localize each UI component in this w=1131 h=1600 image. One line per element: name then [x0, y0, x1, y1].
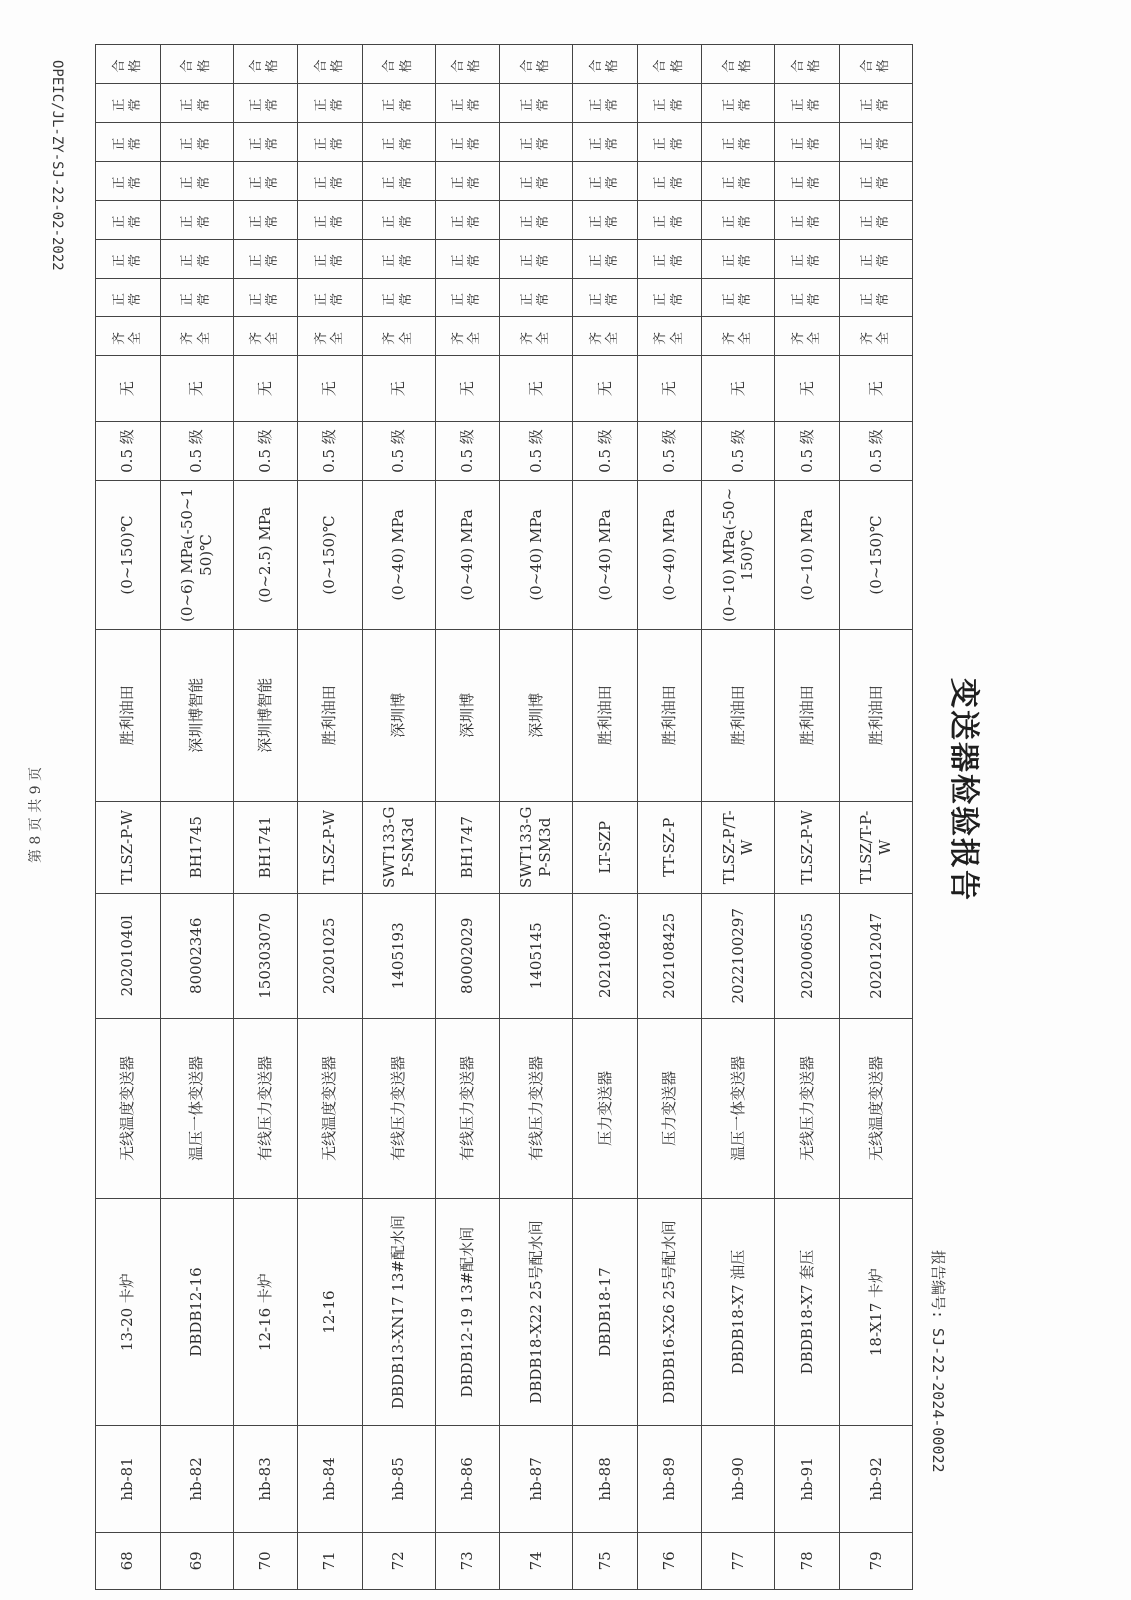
check-4: 正常 [96, 161, 161, 200]
check-4: 正常 [500, 161, 573, 200]
remark: 无 [702, 356, 775, 422]
remark: 无 [96, 356, 161, 422]
device-id: hb-89 [637, 1426, 702, 1532]
manufacturer: 胜利油田 [96, 629, 161, 801]
row-number: 79 [839, 1532, 912, 1589]
serial-number: 202108425 [637, 893, 702, 1018]
manufacturer: 深圳博智能 [160, 629, 233, 801]
check-6: 正常 [298, 84, 363, 123]
check-3: 正常 [362, 200, 435, 239]
check-2: 正常 [362, 239, 435, 278]
check-3: 正常 [839, 200, 912, 239]
measuring-range: (0~40) MPa [637, 481, 702, 629]
check-4: 正常 [775, 161, 840, 200]
check-6: 正常 [573, 84, 638, 123]
row-number: 72 [362, 1532, 435, 1589]
accuracy-class: 0.5 级 [637, 421, 702, 480]
remark: 无 [298, 356, 363, 422]
device-id: hb-87 [500, 1426, 573, 1532]
check-3: 正常 [298, 200, 363, 239]
check-1: 正常 [362, 278, 435, 317]
install-location: DBDB18-17 [573, 1198, 638, 1425]
check-5: 正常 [233, 122, 298, 161]
manufacturer: 深圳博 [362, 629, 435, 801]
check-5: 正常 [298, 122, 363, 161]
device-name: 温压一体变送器 [160, 1018, 233, 1198]
check-completeness: 齐全 [298, 317, 363, 356]
install-location: DBDB12-19 13#配水间 [435, 1198, 500, 1425]
check-1: 正常 [702, 278, 775, 317]
check-2: 正常 [839, 239, 912, 278]
serial-number: 20201025 [298, 893, 363, 1018]
install-location: DBDB16-X26 25号配水间 [637, 1198, 702, 1425]
check-2: 正常 [96, 239, 161, 278]
check-completeness: 齐全 [702, 317, 775, 356]
accuracy-class: 0.5 级 [96, 421, 161, 480]
check-result: 合格 [839, 45, 912, 84]
accuracy-class: 0.5 级 [435, 421, 500, 480]
check-3: 正常 [500, 200, 573, 239]
check-2: 正常 [573, 239, 638, 278]
measuring-range: (0~40) MPa [362, 481, 435, 629]
remark: 无 [233, 356, 298, 422]
check-completeness: 齐全 [435, 317, 500, 356]
remark: 无 [435, 356, 500, 422]
check-3: 正常 [637, 200, 702, 239]
check-6: 正常 [839, 84, 912, 123]
serial-number: 20201040l [96, 893, 161, 1018]
check-5: 正常 [637, 122, 702, 161]
install-location: 12-16 卡炉 [233, 1198, 298, 1425]
accuracy-class: 0.5 级 [298, 421, 363, 480]
check-5: 正常 [500, 122, 573, 161]
device-id: hb-85 [362, 1426, 435, 1532]
serial-number: 150303070 [233, 893, 298, 1018]
model-number: TLSZ-P-W [775, 801, 840, 893]
device-name: 压力变送器 [637, 1018, 702, 1198]
device-name: 有线压力变送器 [233, 1018, 298, 1198]
table-row [637, 45, 702, 1590]
check-4: 正常 [573, 161, 638, 200]
measuring-range: (0~2.5) MPa [233, 481, 298, 629]
table-row [96, 45, 161, 1590]
remark: 无 [160, 356, 233, 422]
table-row [839, 45, 912, 1590]
model-number: BH1745 [160, 801, 233, 893]
check-6: 正常 [435, 84, 500, 123]
model-number: TLSZ/T-P-W [839, 801, 912, 893]
accuracy-class: 0.5 级 [362, 421, 435, 480]
manufacturer: 胜利油田 [573, 629, 638, 801]
device-name: 有线压力变送器 [435, 1018, 500, 1198]
model-number: BH1741 [233, 801, 298, 893]
check-completeness: 齐全 [233, 317, 298, 356]
device-name: 无线温度变送器 [96, 1018, 161, 1198]
manufacturer: 胜利油田 [702, 629, 775, 801]
install-location: DBDB18-X7 油压 [702, 1198, 775, 1425]
device-id: hb-86 [435, 1426, 500, 1532]
check-4: 正常 [233, 161, 298, 200]
device-id: hb-83 [233, 1426, 298, 1532]
manufacturer: 深圳博 [435, 629, 500, 801]
serial-number: 1405145 [500, 893, 573, 1018]
serial-number: 202012047 [839, 893, 912, 1018]
check-6: 正常 [362, 84, 435, 123]
check-1: 正常 [435, 278, 500, 317]
measuring-range: (0~150)℃ [96, 481, 161, 629]
check-2: 正常 [637, 239, 702, 278]
check-2: 正常 [500, 239, 573, 278]
install-location: 12-16 [298, 1198, 363, 1425]
check-completeness: 齐全 [160, 317, 233, 356]
row-number: 73 [435, 1532, 500, 1589]
model-number: TLSZ-P-W [96, 801, 161, 893]
row-number: 74 [500, 1532, 573, 1589]
check-result: 合格 [573, 45, 638, 84]
check-completeness: 齐全 [839, 317, 912, 356]
check-4: 正常 [702, 161, 775, 200]
row-number: 75 [573, 1532, 638, 1589]
check-result: 合格 [298, 45, 363, 84]
check-2: 正常 [435, 239, 500, 278]
remark: 无 [637, 356, 702, 422]
check-2: 正常 [160, 239, 233, 278]
measuring-range: (0~10) MPa [775, 481, 840, 629]
accuracy-class: 0.5 级 [233, 421, 298, 480]
manufacturer: 胜利油田 [298, 629, 363, 801]
check-result: 合格 [96, 45, 161, 84]
model-number: SWT133-GP-SM3d [362, 801, 435, 893]
table-row [298, 45, 363, 1590]
serial-number: 202006055 [775, 893, 840, 1018]
check-4: 正常 [435, 161, 500, 200]
remark: 无 [839, 356, 912, 422]
remark: 无 [573, 356, 638, 422]
measuring-range: (0~40) MPa [573, 481, 638, 629]
model-number: LT-SZP [573, 801, 638, 893]
device-id: hb-91 [775, 1426, 840, 1532]
serial-number: 20210840? [573, 893, 638, 1018]
check-1: 正常 [96, 278, 161, 317]
install-location: 18-X17 卡炉 [839, 1198, 912, 1425]
check-completeness: 齐全 [637, 317, 702, 356]
accuracy-class: 0.5 级 [573, 421, 638, 480]
check-5: 正常 [362, 122, 435, 161]
check-3: 正常 [775, 200, 840, 239]
table-row [775, 45, 840, 1590]
check-1: 正常 [775, 278, 840, 317]
accuracy-class: 0.5 级 [160, 421, 233, 480]
serial-number: 1405193 [362, 893, 435, 1018]
inspection-table-wrapper [95, 44, 913, 1590]
check-5: 正常 [160, 122, 233, 161]
check-result: 合格 [702, 45, 775, 84]
install-location: DBDB18-X22 25号配水间 [500, 1198, 573, 1425]
remark: 无 [775, 356, 840, 422]
check-completeness: 齐全 [362, 317, 435, 356]
model-number: SWT133-GP-SM3d [500, 801, 573, 893]
model-number: TLSZ-P-W [298, 801, 363, 893]
check-5: 正常 [702, 122, 775, 161]
check-5: 正常 [96, 122, 161, 161]
check-6: 正常 [775, 84, 840, 123]
row-number: 68 [96, 1532, 161, 1589]
table-row [573, 45, 638, 1590]
check-1: 正常 [233, 278, 298, 317]
check-2: 正常 [702, 239, 775, 278]
row-number: 76 [637, 1532, 702, 1589]
check-result: 合格 [500, 45, 573, 84]
check-result: 合格 [775, 45, 840, 84]
check-3: 正常 [573, 200, 638, 239]
check-result: 合格 [362, 45, 435, 84]
device-name: 无线温度变送器 [298, 1018, 363, 1198]
check-3: 正常 [435, 200, 500, 239]
check-completeness: 齐全 [775, 317, 840, 356]
check-6: 正常 [96, 84, 161, 123]
table-row [702, 45, 775, 1590]
row-number: 77 [702, 1532, 775, 1589]
check-3: 正常 [96, 200, 161, 239]
check-result: 合格 [435, 45, 500, 84]
check-3: 正常 [702, 200, 775, 239]
serial-number: 80002029 [435, 893, 500, 1018]
check-6: 正常 [637, 84, 702, 123]
device-id: hb-88 [573, 1426, 638, 1532]
check-6: 正常 [160, 84, 233, 123]
remark: 无 [362, 356, 435, 422]
manufacturer: 深圳博 [500, 629, 573, 801]
row-number: 71 [298, 1532, 363, 1589]
table-row [362, 45, 435, 1590]
model-number: BH1747 [435, 801, 500, 893]
check-1: 正常 [500, 278, 573, 317]
check-5: 正常 [839, 122, 912, 161]
accuracy-class: 0.5 级 [702, 421, 775, 480]
device-id: hb-92 [839, 1426, 912, 1532]
device-name: 无线温度变送器 [839, 1018, 912, 1198]
accuracy-class: 0.5 级 [775, 421, 840, 480]
measuring-range: (0~40) MPa [500, 481, 573, 629]
inspection-table [95, 44, 913, 1590]
install-location: 13-20 卡炉 [96, 1198, 161, 1425]
accuracy-class: 0.5 级 [839, 421, 912, 480]
row-number: 70 [233, 1532, 298, 1589]
check-5: 正常 [775, 122, 840, 161]
check-result: 合格 [233, 45, 298, 84]
check-2: 正常 [233, 239, 298, 278]
device-name: 温压一体变送器 [702, 1018, 775, 1198]
check-4: 正常 [362, 161, 435, 200]
check-5: 正常 [573, 122, 638, 161]
measuring-range: (0~6) MPa(-50~150)℃ [160, 481, 233, 629]
device-id: hb-84 [298, 1426, 363, 1532]
device-id: hb-82 [160, 1426, 233, 1532]
model-number: TLSZ-P/T-W [702, 801, 775, 893]
row-number: 69 [160, 1532, 233, 1589]
table-row [500, 45, 573, 1590]
check-result: 合格 [637, 45, 702, 84]
check-6: 正常 [702, 84, 775, 123]
check-4: 正常 [160, 161, 233, 200]
form-code: OPEIC/JL-ZY-SJ-22-02-2022 [49, 60, 65, 271]
table-row [233, 45, 298, 1590]
check-1: 正常 [298, 278, 363, 317]
device-id: hb-81 [96, 1426, 161, 1532]
measuring-range: (0~40) MPa [435, 481, 500, 629]
manufacturer: 胜利油田 [775, 629, 840, 801]
measuring-range: (0~150)℃ [839, 481, 912, 629]
page-number: 第 8 页 共 9 页 [28, 766, 44, 864]
measuring-range: (0~150)℃ [298, 481, 363, 629]
check-completeness: 齐全 [500, 317, 573, 356]
device-id: hb-90 [702, 1426, 775, 1532]
model-number: TT-SZ-P [637, 801, 702, 893]
page-title: 变送器检验报告 [946, 678, 981, 902]
check-completeness: 齐全 [96, 317, 161, 356]
device-name: 有线压力变送器 [362, 1018, 435, 1198]
check-6: 正常 [500, 84, 573, 123]
check-4: 正常 [839, 161, 912, 200]
check-6: 正常 [233, 84, 298, 123]
manufacturer: 胜利油田 [839, 629, 912, 801]
install-location: DBDB12-16 [160, 1198, 233, 1425]
accuracy-class: 0.5 级 [500, 421, 573, 480]
device-name: 无线压力变送器 [775, 1018, 840, 1198]
table-row [160, 45, 233, 1590]
check-4: 正常 [298, 161, 363, 200]
check-5: 正常 [435, 122, 500, 161]
install-location: DBDB13-XN17 13#配水间 [362, 1198, 435, 1425]
install-location: DBDB18-X7 套压 [775, 1198, 840, 1425]
row-number: 78 [775, 1532, 840, 1589]
serial-number: 2022100297 [702, 893, 775, 1018]
check-result: 合格 [160, 45, 233, 84]
check-1: 正常 [573, 278, 638, 317]
report-number: 报告编号: SJ-22-2024-00022 [929, 1250, 947, 1473]
measuring-range: (0~10) MPa(-50~150)℃ [702, 481, 775, 629]
check-1: 正常 [637, 278, 702, 317]
check-3: 正常 [160, 200, 233, 239]
check-completeness: 齐全 [573, 317, 638, 356]
check-2: 正常 [298, 239, 363, 278]
serial-number: 80002346 [160, 893, 233, 1018]
check-1: 正常 [839, 278, 912, 317]
manufacturer: 胜利油田 [637, 629, 702, 801]
manufacturer: 深圳博智能 [233, 629, 298, 801]
check-2: 正常 [775, 239, 840, 278]
table-row [435, 45, 500, 1590]
check-1: 正常 [160, 278, 233, 317]
check-4: 正常 [637, 161, 702, 200]
remark: 无 [500, 356, 573, 422]
check-3: 正常 [233, 200, 298, 239]
device-name: 压力变送器 [573, 1018, 638, 1198]
device-name: 有线压力变送器 [500, 1018, 573, 1198]
